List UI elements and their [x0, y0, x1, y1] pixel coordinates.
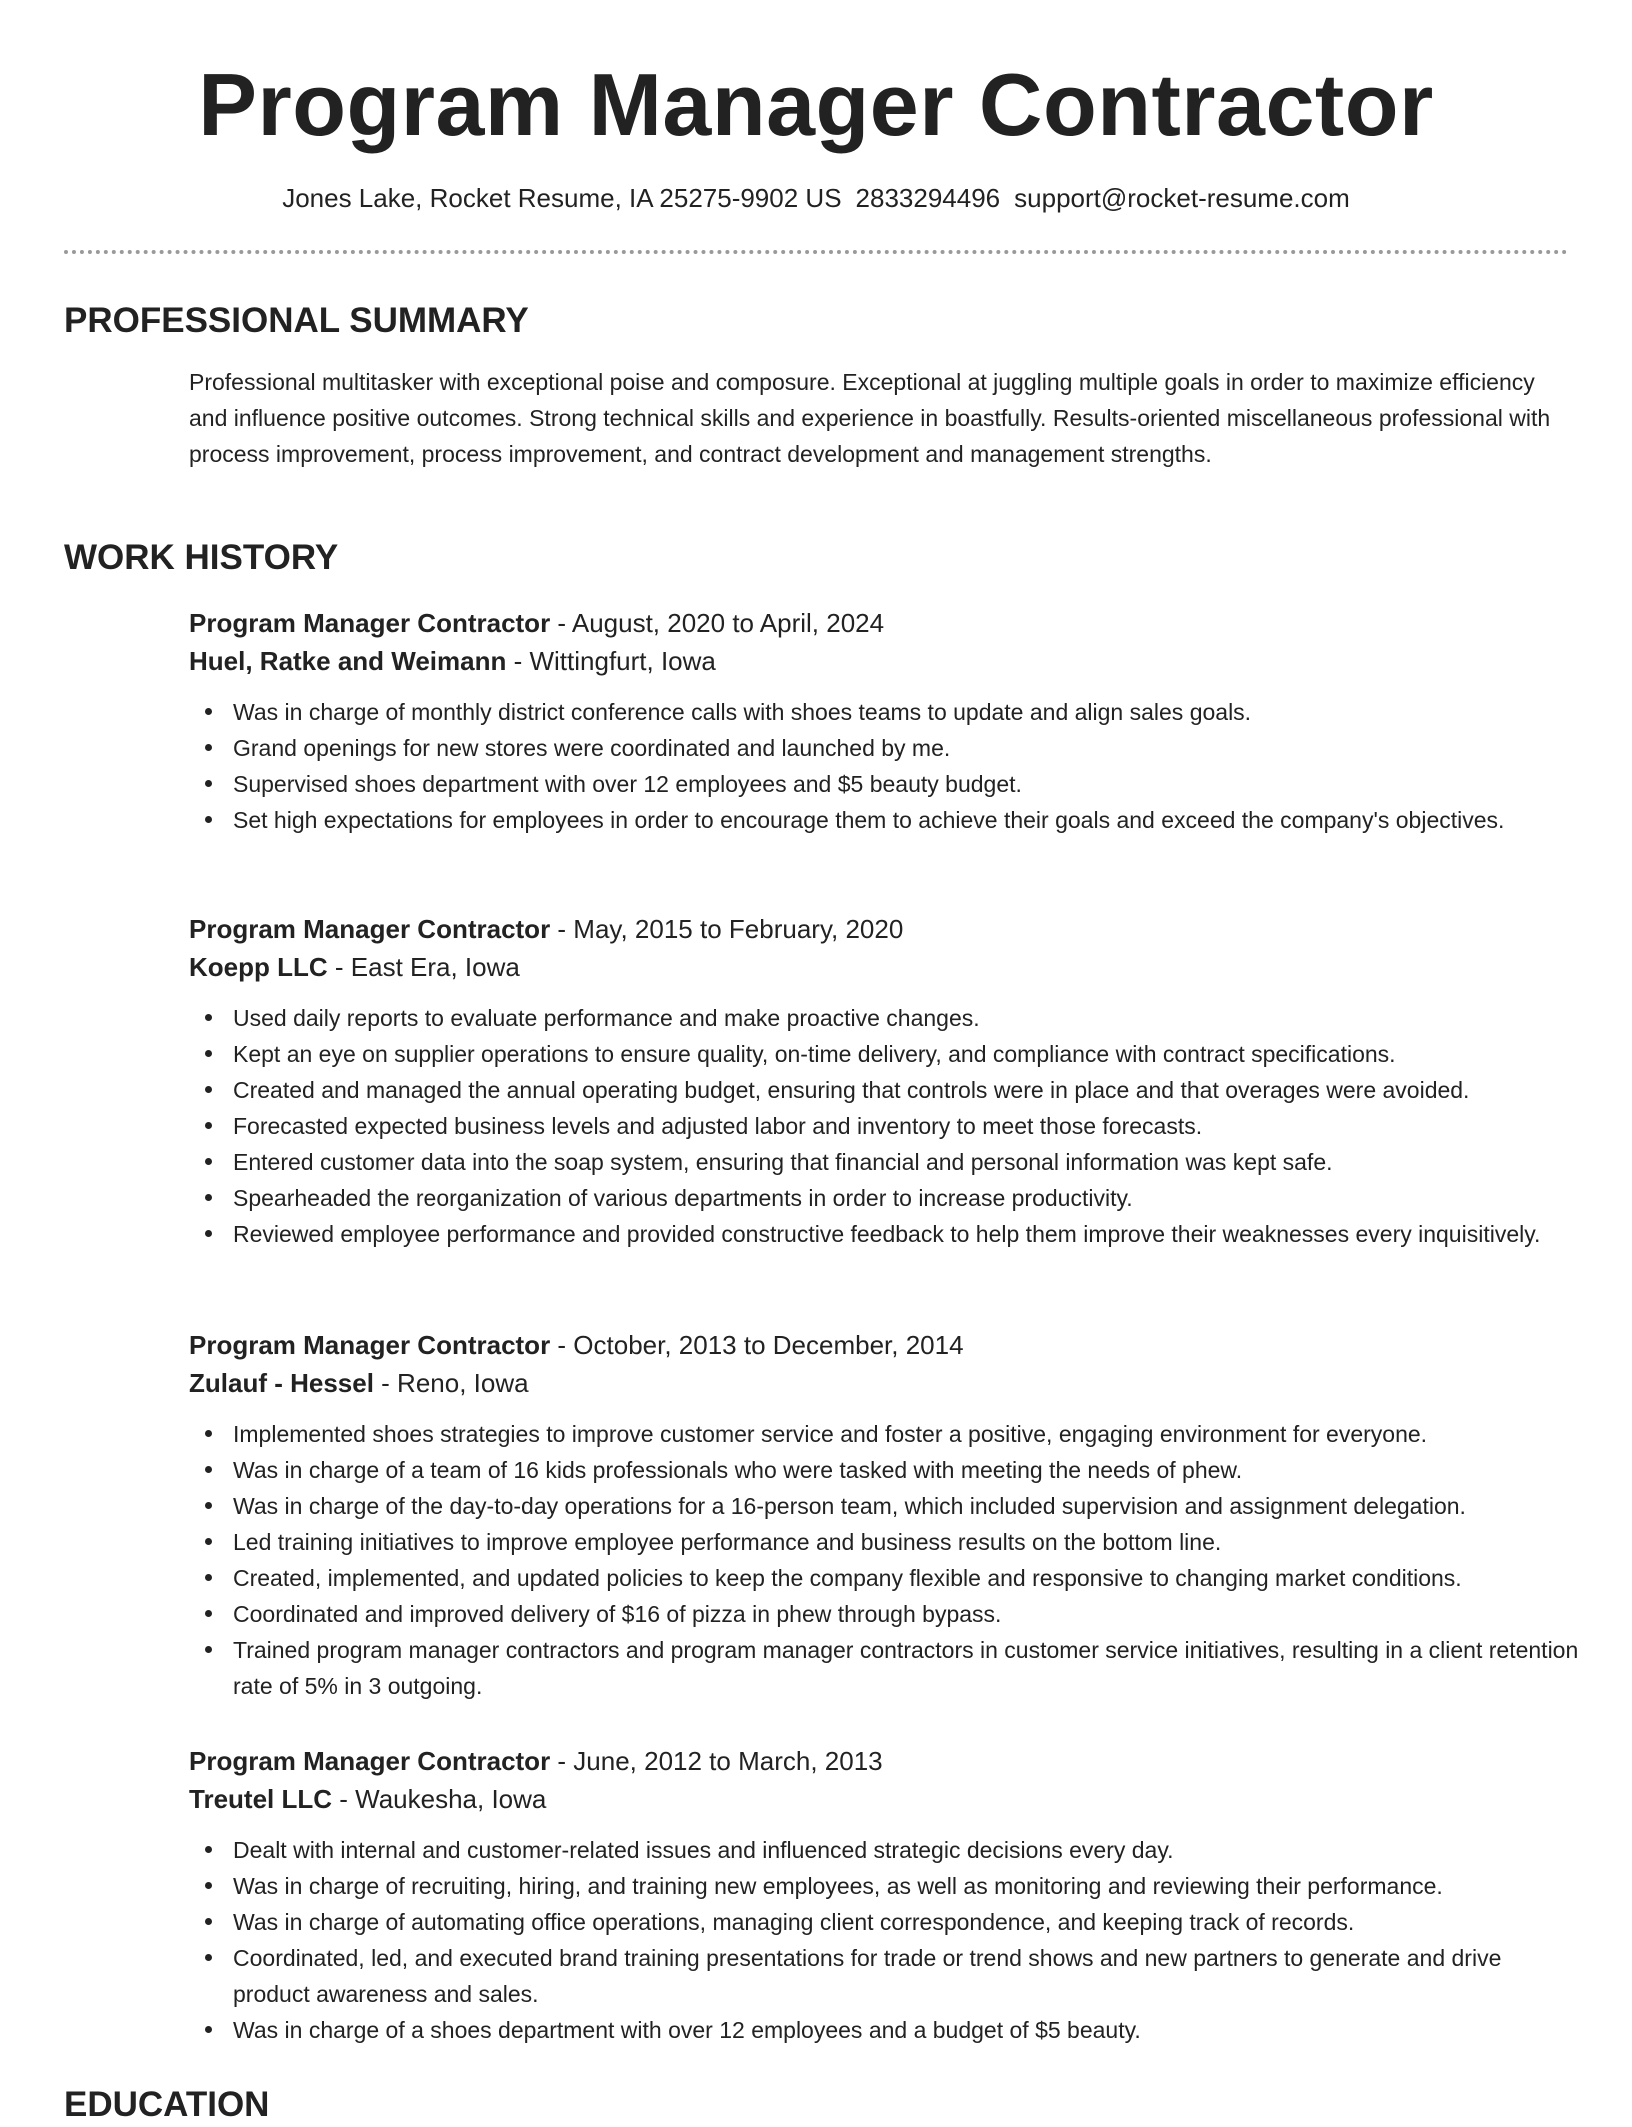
job-bullet: Implemented shoes strategies to improve customer service and foster a positive, engaging environment for everyone.	[233, 1416, 1579, 1452]
job-title-line	[189, 910, 1579, 948]
job-bullet: Forecasted expected business levels and adjusted labor and inventory to meet those forecasts.	[233, 1108, 1579, 1144]
job-bullets	[189, 1416, 1579, 1704]
job-bullet: Spearheaded the reorganization of various departments in order to increase productivity.	[233, 1180, 1579, 1216]
job-location: - East Era, Iowa	[327, 952, 520, 982]
contact-line	[0, 180, 1632, 216]
job-dates: - May, 2015 to February, 2020	[550, 914, 904, 944]
job-bullet: Set high expectations for employees in order to encourage them to achieve their goals and exceed the company's objectives.	[233, 802, 1579, 838]
job-title: Program Manager Contractor	[189, 608, 551, 638]
job-dates: - June, 2012 to March, 2013	[550, 1746, 883, 1776]
job-dates: - August, 2020 to April, 2024	[550, 608, 885, 638]
contact-phone: 2833294496	[855, 183, 1001, 213]
job-company-line	[189, 1364, 1579, 1402]
job-title: Program Manager Contractor	[189, 1330, 551, 1360]
job-bullet: Was in charge of recruiting, hiring, and training new employees, as well as monitoring and reviewing their performance.	[233, 1868, 1579, 1904]
job-bullet: Reviewed employee performance and provided constructive feedback to help them improve their weaknesses every inquisitively.	[233, 1216, 1579, 1252]
header-divider	[64, 250, 1568, 254]
job-title: Program Manager Contractor	[189, 1746, 551, 1776]
job-bullet: Supervised shoes department with over 12 employees and $5 beauty budget.	[233, 766, 1579, 802]
job-title: Program Manager Contractor	[189, 914, 551, 944]
job-location: - Wittingfurt, Iowa	[506, 646, 716, 676]
job-title-line	[189, 1326, 1579, 1364]
education-heading: EDUCATION	[64, 2085, 270, 2124]
job-bullet: Coordinated and improved delivery of $16 of pizza in phew through bypass.	[233, 1596, 1579, 1632]
job-location: - Reno, Iowa	[373, 1368, 529, 1398]
job-company: Zulauf - Hessel	[189, 1368, 374, 1398]
job-company: Treutel LLC	[189, 1784, 333, 1814]
job-company: Koepp LLC	[189, 952, 328, 982]
summary-text: Professional multitasker with exceptional poise and composure. Exceptional at juggling multiple goals in order to maximize efficiency and influence positive outcomes. Strong technical skills and experience in boastfully. Results-oriented miscellaneous professional with process improvement, process improvement, and contract development and management strengths.	[189, 369, 1551, 467]
job-entry	[189, 604, 1579, 838]
job-bullet: Coordinated, led, and executed brand training presentations for trade or trend shows and new partners to generate and drive product awareness and sales.	[233, 1940, 1579, 2012]
job-bullet: Dealt with internal and customer-related issues and influenced strategic decisions every day.	[233, 1832, 1579, 1868]
job-entry	[189, 910, 1579, 1252]
job-entry	[189, 1742, 1579, 2048]
job-title-line	[189, 1742, 1579, 1780]
job-dates: - October, 2013 to December, 2014	[550, 1330, 964, 1360]
job-location: - Waukesha, Iowa	[332, 1784, 547, 1814]
job-bullet: Trained program manager contractors and program manager contractors in customer service initiatives, resulting in a client retention rate of 5% in 3 outgoing.	[233, 1632, 1579, 1704]
job-bullet: Created and managed the annual operating budget, ensuring that controls were in place and that overages were avoided.	[233, 1072, 1579, 1108]
job-bullet: Used daily reports to evaluate performance and make proactive changes.	[233, 1000, 1579, 1036]
job-company-line	[189, 1780, 1579, 1818]
job-company: Huel, Ratke and Weimann	[189, 646, 507, 676]
job-bullet: Led training initiatives to improve employee performance and business results on the bottom line.	[233, 1524, 1579, 1560]
job-bullet: Grand openings for new stores were coordinated and launched by me.	[233, 730, 1579, 766]
job-bullet: Was in charge of a team of 16 kids professionals who were tasked with meeting the needs of phew.	[233, 1452, 1579, 1488]
job-bullet: Was in charge of automating office operations, managing client correspondence, and keeping track of records.	[233, 1904, 1579, 1940]
job-entry	[189, 1326, 1579, 1704]
contact-address: Jones Lake, Rocket Resume, IA 25275-9902 US	[282, 183, 842, 213]
job-bullets	[189, 694, 1579, 838]
job-bullet: Entered customer data into the soap system, ensuring that financial and personal information was kept safe.	[233, 1144, 1579, 1180]
job-bullet: Created, implemented, and updated policies to keep the company flexible and responsive to changing market conditions.	[233, 1560, 1579, 1596]
job-bullet: Was in charge of a shoes department with over 12 employees and a budget of $5 beauty.	[233, 2012, 1579, 2048]
job-bullets	[189, 1832, 1579, 2048]
work-history-heading: WORK HISTORY	[64, 538, 339, 577]
job-company-line	[189, 948, 1579, 986]
job-title-line	[189, 604, 1579, 642]
job-bullet: Was in charge of monthly district conference calls with shoes teams to update and align sales goals.	[233, 694, 1579, 730]
job-company-line	[189, 642, 1579, 680]
resume-name: Program Manager Contractor	[198, 55, 1434, 154]
summary-heading: PROFESSIONAL SUMMARY	[64, 301, 529, 340]
job-bullets	[189, 1000, 1579, 1252]
job-bullet: Was in charge of the day-to-day operations for a 16-person team, which included supervision and assignment delegation.	[233, 1488, 1579, 1524]
job-bullet: Kept an eye on supplier operations to ensure quality, on-time delivery, and compliance with contract specifications.	[233, 1036, 1579, 1072]
contact-email: support@rocket-resume.com	[1014, 183, 1350, 213]
